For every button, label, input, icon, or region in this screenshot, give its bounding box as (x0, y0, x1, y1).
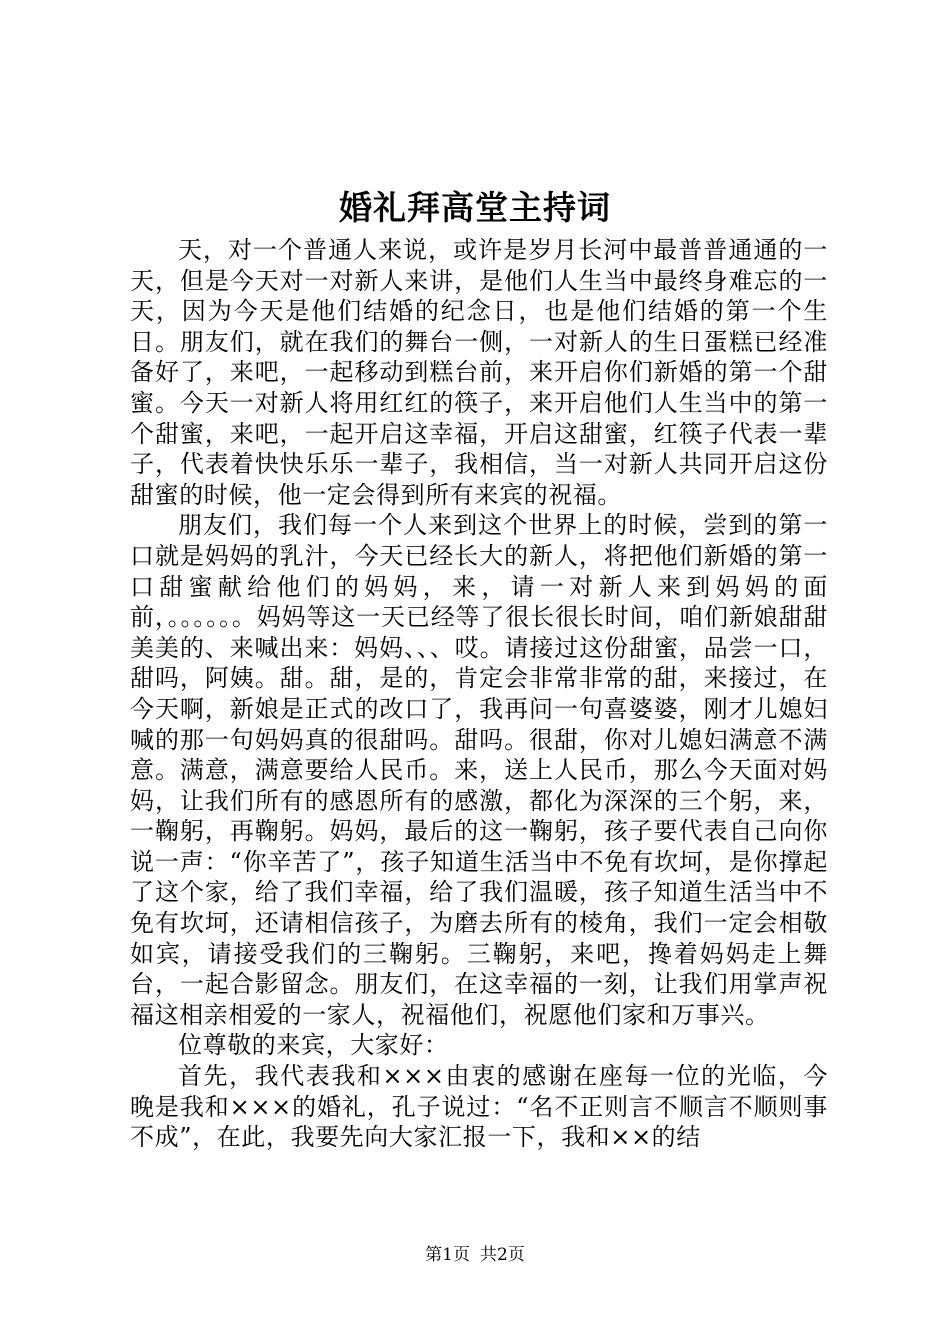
page-number-total: 共2页 (480, 1245, 525, 1265)
document-title: 婚礼拜高堂主持词 (339, 188, 611, 227)
page-footer (0, 1244, 950, 1266)
paragraph-2: 朋友们，我们每一个人来到这个世界上的时候，尝到的第一口就是妈妈的乳汁，今天已经长大的新人，将把他们新婚的第一口甜蜜献给他们的妈妈，来，请一对新人来到妈妈的面前，。。。。。。妈妈等这一天已经等了很长很长时间，咱们新娘甜甜美美的、来喊出来：妈妈、、、哎。请接过这份甜蜜，品尝一口，甜吗，阿姨。甜。甜，是的，肯定会非常非常的甜，来接过，在今天啊，新娘是正式的改口了，我再问一句喜婆婆，刚才儿媳妇喊的那一句妈妈真的很甜吗。甜吗。很甜，你对儿媳妇满意不满意。满意，满意要给人民币。来，送上人民币，那么今天面对妈妈，让我们所有的感恩所有的感激，都化为深深的三个躬，来，一鞠躬，再鞠躬。妈妈，最后的这一鞠躬，孩子要代表自己向你说一声：“你辛苦了”，孩子知道生活当中不免有坎坷，是你撑起了这个家，给了我们幸福，给了我们温暖，孩子知道生活当中不免有坎坷，还请相信孩子，为磨去所有的棱角，我们一定会相敬如宾，请接受我们的三鞠躬。三鞠躬，来吧，搀着妈妈走上舞台，一起合影留念。朋友们，在这幸福的一刻，让我们用掌声祝福这相亲相爱的一家人，祝福他们，祝愿他们家和万事兴。 (130, 511, 828, 1029)
page-number-current: 第1页 (425, 1245, 470, 1265)
document-body (130, 235, 828, 1153)
paragraph-3: 位尊敬的来宾，大家好： (178, 1031, 449, 1060)
paragraph-4: 首先，我代表我和×××由衷的感谢在座每一位的光临，今晚是我和×××的婚礼，孔子说过：“名不正则言不顺言不顺则事不成”，在此，我要先向大家汇报一下，我和××的结 (130, 1062, 828, 1152)
paragraph-1: 天，对一个普通人来说，或许是岁月长河中最普普通通的一天，但是今天对一对新人来讲，是他们人生当中最终身难忘的一天，因为今天是他们结婚的纪念日，也是他们结婚的第一个生日。朋友们，就在我们的舞台一侧，一对新人的生日蛋糕已经准备好了，来吧，一起移动到糕台前，来开启你们新婚的第一个甜蜜。今天一对新人将用红红的筷子，来开启他们人生当中的第一个甜蜜，来吧，一起开启这幸福，开启这甜蜜，红筷子代表一辈子，代表着快快乐乐一辈子，我相信，当一对新人共同开启这份甜蜜的时候，他一定会得到所有来宾的祝福。 (130, 236, 828, 509)
